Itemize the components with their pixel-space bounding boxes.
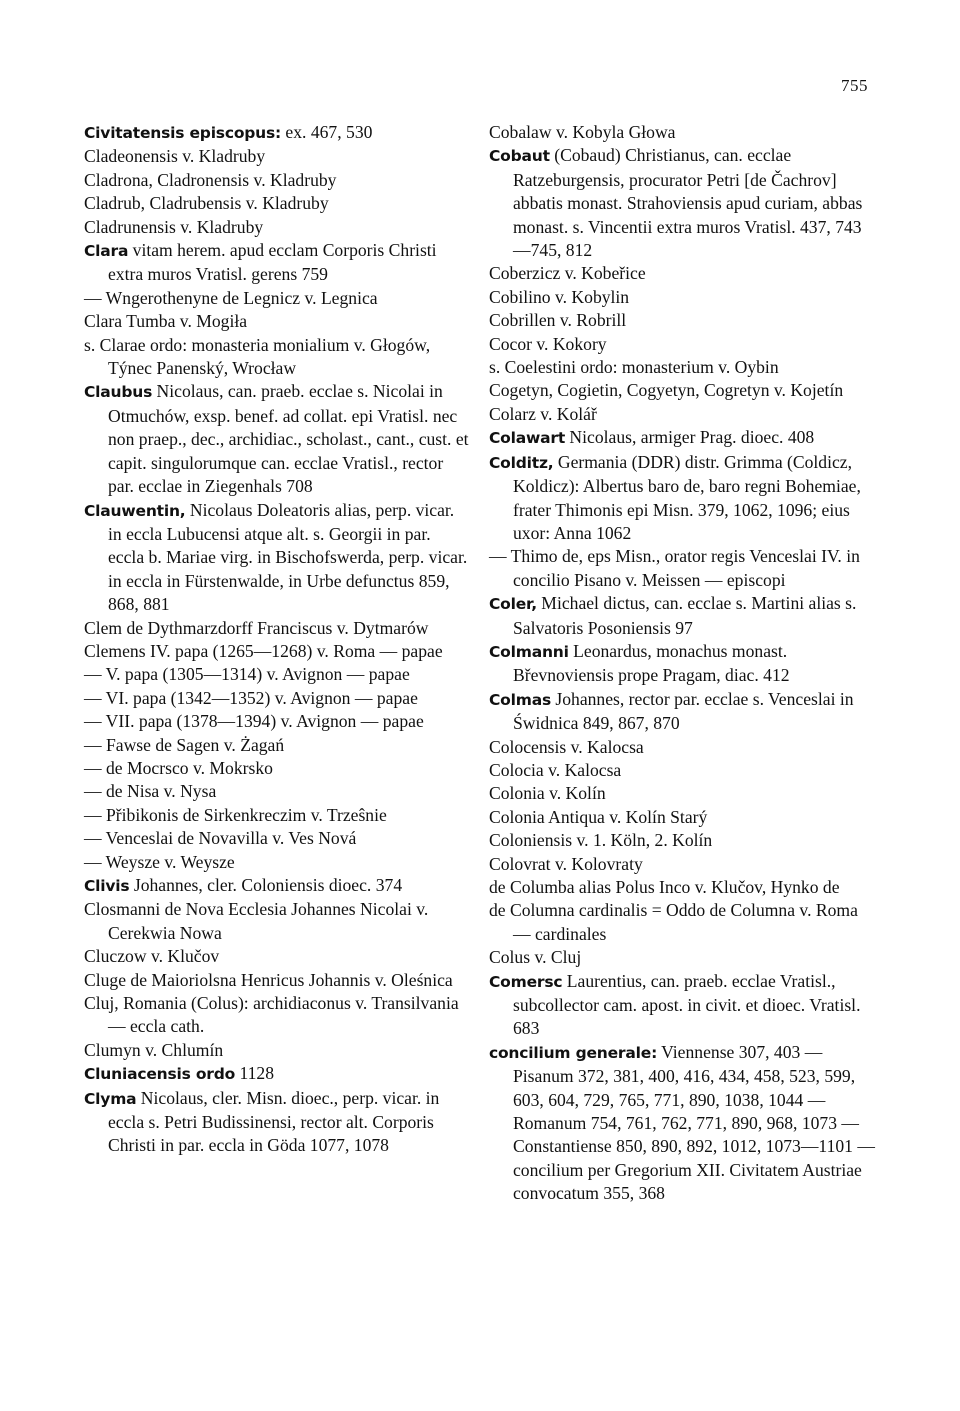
index-entry [489, 946, 877, 969]
entry-text: Clem de Dythmarzdorff Franciscus v. Dytmarów [84, 617, 429, 638]
entry-text: — Wngerothenyne de Legnicz v. Legnica [84, 287, 378, 308]
index-entry [84, 216, 470, 239]
index-entry [84, 192, 470, 215]
index-entry [84, 380, 470, 498]
entry-text: Closmanni de Nova Ecclesia Johannes Nicolai v. Cerekwia Nowa [84, 899, 429, 943]
entry-text: Cobalaw v. Kobyla Głowa [489, 122, 676, 142]
index-entry [84, 121, 470, 145]
entry-text: Colocia v. Kalocsa [489, 759, 622, 780]
entry-text: Clara Tumba v. Mogiła [84, 311, 248, 332]
entry-text: s. Coelestini ordo: monasterium v. Oybin [489, 357, 779, 378]
index-entry [84, 239, 470, 287]
entry-text: vitam herem. apud ecclam Corporis Christi extra muros Vratisl. gerens 759 [108, 240, 437, 285]
entry-text: Colocensis v. Kalocsa [489, 736, 644, 757]
entry-text: — Weysze v. Weysze [84, 851, 235, 872]
entry-text: Coloniensis v. 1. Köln, 2. Kolín [489, 830, 713, 851]
entry-text: Cocor v. Kokory [489, 333, 607, 354]
entry-text: Colus v. Cluj [489, 947, 582, 968]
entry-text: Cladrunensis v. Kladruby [84, 216, 264, 237]
index-entry [84, 310, 470, 333]
entry-text: ex. 467, 530 [281, 122, 373, 142]
entry-text: — V. papa (1305—1314) v. Avignon — papae [84, 664, 410, 685]
entry-text: Nicolaus, can. praeb. ecclae s. Nicolai in Otmuchów, exsp. benef. ad collat. epi Vratisl. nec non praep., dec., archidiac., scholast., cant., cust. et capit. singulorumque can. ecclae Vratisl., rector par. ecclae in Ziegenhals 708 [108, 381, 469, 497]
index-entry [84, 499, 470, 617]
entry-text: — Venceslai de Novavilla v. Ves Nová [84, 828, 357, 849]
index-entry [489, 403, 877, 426]
entry-text: Cluj, Romania (Colus): archidiaconus v. Transilvania — eccla cath. [84, 993, 459, 1037]
entry-text: — VII. papa (1378—1394) v. Avignon — papae [84, 711, 424, 732]
entry-text: Colonia v. Kolín [489, 783, 606, 804]
entry-headword: concilium generale: [489, 1043, 658, 1062]
index-entry [489, 806, 877, 829]
index-entry [489, 121, 877, 144]
entry-text: Colonia Antiqua v. Kolín Starý [489, 806, 708, 827]
entry-headword: Cluniacensis ordo [84, 1065, 236, 1084]
entry-headword: Colmanni [489, 642, 569, 661]
index-entry [84, 640, 470, 663]
index-entry [489, 640, 877, 688]
entry-text: Michael dictus, can. ecclae s. Martini alias s. Salvatoris Posoniensis 97 [513, 593, 857, 638]
entry-headword: Clauwentin, [84, 501, 186, 520]
index-entry [84, 663, 470, 686]
index-entry [84, 687, 470, 710]
index-entry [84, 804, 470, 827]
index-entry [84, 874, 470, 898]
index-entry [84, 898, 470, 945]
index-entry [84, 780, 470, 803]
index-entry [84, 734, 470, 757]
entry-headword: Coler, [489, 595, 537, 614]
entry-text: Germania (DDR) distr. Grimma (Coldicz, Koldicz): Albertus baro de, baro regni Bohemiae, frater Thimonis epi Misn. 379, 1062, 1096; eius uxor: Anna 1062 [513, 451, 861, 543]
index-entry [489, 853, 877, 876]
index-entry [489, 592, 877, 640]
entry-text: s. Clarae ordo: monasteria monialium v. Głogów, Týnec Panenský, Wrocław [84, 334, 431, 379]
entry-text: Cobrillen v. Robrill [489, 310, 627, 331]
index-entry [84, 969, 470, 992]
entry-headword: Clara [84, 242, 129, 261]
entry-text: — de Nisa v. Nysa [84, 781, 217, 802]
index-entry [489, 286, 877, 309]
entry-headword: Claubus [84, 383, 153, 402]
index-entry [84, 851, 470, 874]
entry-text: — Thimo de, eps Misn., orator regis Venceslai IV. in concilio Pisano v. Meissen — episcopi [489, 546, 860, 590]
entry-text: de Columba alias Polus Inco v. Klučov, Hynko de [489, 877, 840, 897]
entry-text: — Přibikonis de Sirkenkreczim v. Trzeŝnie [84, 804, 387, 825]
left-column [84, 121, 470, 1158]
page-number: 755 [841, 76, 868, 95]
entry-headword: Civitatensis episcopus: [84, 124, 282, 142]
entry-text: Nicolaus, armiger Prag. dioec. 408 [565, 427, 815, 448]
index-entry [84, 757, 470, 780]
entry-headword: Clivis [84, 877, 130, 895]
index-entry [489, 782, 877, 805]
index-entry [489, 144, 877, 262]
entry-text: — VI. papa (1342—1352) v. Avignon — papae [84, 687, 418, 708]
index-entry [84, 334, 470, 381]
entry-text: (Cobaud) Christianus, can. ecclae Ratzeburgensis, procurator Petri [de Čachrov] abbatis monast. Strahoviensis apud curiam, abbas monast. s. Vincentii extra muros Vratisl. 437, 743—745, 812 [513, 145, 863, 261]
entry-text: Nicolaus, cler. Misn. dioec., perp. vicar. in eccla s. Petri Budissinensi, rector alt. Corporis Christi in par. eccla in Göda 1077, 1078 [108, 1087, 440, 1156]
index-entry [84, 617, 470, 640]
entry-text: de Columna cardinalis = Oddo de Columna v. Roma — cardinales [489, 900, 858, 944]
index-entry [489, 356, 877, 379]
entry-text: Cogetyn, Cogietin, Cogyetyn, Cogretyn v. Kojetín [489, 380, 844, 401]
entry-text: Cladeonensis v. Kladruby [84, 146, 266, 167]
entry-headword: Colditz, [489, 453, 554, 472]
entry-text: Clumyn v. Chlumín [84, 1039, 224, 1060]
index-entry [489, 426, 877, 450]
index-entry [489, 759, 877, 782]
index-entry [84, 287, 470, 310]
entry-text: Cobilino v. Kobylin [489, 286, 630, 307]
entry-text: — de Mocrsco v. Mokrsko [84, 757, 273, 778]
index-entry [84, 1087, 470, 1158]
index-entry [489, 736, 877, 759]
entry-text: Colovrat v. Kolovraty [489, 853, 643, 874]
entry-headword: Cobaut [489, 147, 550, 166]
index-entry [489, 451, 877, 546]
entry-text: Colarz v. Kolář [489, 403, 597, 424]
entry-headword: Clyma [84, 1089, 137, 1108]
index-entry [489, 309, 877, 332]
index-entry [84, 1062, 470, 1086]
index-entry [84, 945, 470, 968]
entry-headword: Comersc [489, 972, 563, 991]
entry-text: Johannes, rector par. ecclae s. Venceslai in Świdnica 849, 867, 870 [513, 688, 854, 734]
entry-text: Cluge de Maioriolsna Henricus Johannis v. Oleśnica [84, 969, 453, 990]
index-entry [489, 899, 877, 946]
index-entry [84, 169, 470, 192]
index-entry [489, 688, 877, 736]
entry-text: Coberzicz v. Kobeřice [489, 263, 646, 284]
entry-text: Laurentius, can. praeb. ecclae Vratisl., subcollector cam. apost. in civit. et dioec. Vratisl. 683 [513, 970, 861, 1039]
entry-text: Clemens IV. papa (1265—1268) v. Roma — papae [84, 640, 443, 661]
entry-text: Leonardus, monachus monast. Břevnoviensis prope Pragam, diac. 412 [513, 640, 790, 686]
index-entry [489, 545, 877, 592]
entry-text: 1128 [235, 1063, 275, 1084]
index-entry [489, 1041, 877, 1206]
entry-text: Cluczow v. Klučov [84, 946, 220, 967]
entry-text: Cladrona, Cladronensis v. Kladruby [84, 169, 337, 190]
entry-text: Cladrub, Cladrubensis v. Kladruby [84, 193, 329, 214]
entry-text: Nicolaus Doleatoris alias, perp. vicar. in eccla Lubucensi atque alt. s. Georgii in par. eccla b. Mariae virg. in Bischofswerda, perp. vicar. in eccla in Fürstenwalde, in Urbe defunctus 859, 868, 881 [108, 499, 468, 615]
index-entry [84, 992, 470, 1039]
index-entry [84, 710, 470, 733]
index-entry [489, 829, 877, 852]
entry-text: Johannes, cler. Coloniensis dioec. 374 [129, 875, 403, 895]
index-entry [489, 333, 877, 356]
index-entry [489, 876, 877, 899]
index-entry [489, 262, 877, 285]
entry-headword: Colawart [489, 429, 566, 448]
index-entry [489, 970, 877, 1041]
entry-headword: Colmas [489, 690, 551, 709]
entry-text: Viennense 307, 403 — Pisanum 372, 381, 400, 416, 434, 458, 523, 599, 603, 604, 729, 765, 771, 890, 1038, 1044 — Romanum 754, 761, 762, 771, 890, 968, 1073 — Constantiense 850, 890, 892, 1012, 1073—1101 — concilium per Gregorium XII. Civitatem Austriae convocatum 355, 368 [513, 1041, 875, 1204]
index-entry [84, 145, 470, 168]
index-entry [84, 1039, 470, 1062]
right-column [489, 121, 877, 1206]
entry-text: — Fawse de Sagen v. Żagań [84, 734, 285, 755]
index-entry [84, 827, 470, 850]
index-entry [489, 379, 877, 402]
